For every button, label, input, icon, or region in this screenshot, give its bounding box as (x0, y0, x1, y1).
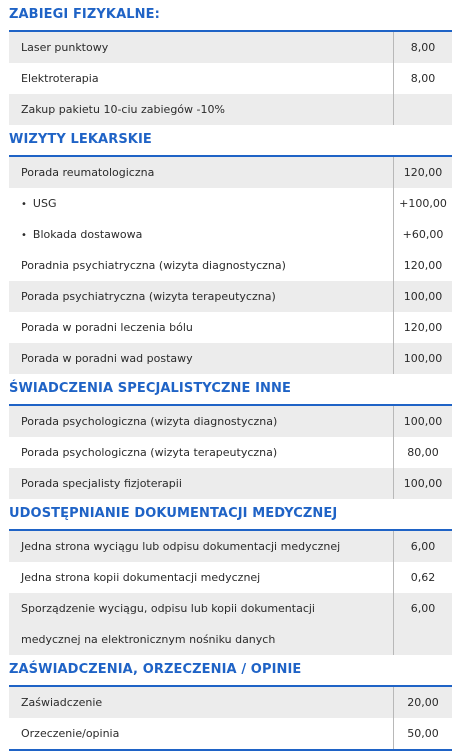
service-name: Porada reumatologiczna (21, 166, 155, 179)
service-name: Porada w poradni leczenia bólu (21, 321, 193, 334)
service-name: Sporządzenie wyciągu, odpisu lub kopii dokumentacji (21, 602, 315, 615)
service-name: Porada psychologiczna (wizyta diagnostyczna) (21, 415, 278, 428)
price-row (9, 468, 452, 499)
service-name-multiline (9, 593, 393, 655)
service-name: Porada psychiatryczna (wizyta terapeutyczna) (21, 290, 276, 303)
price-row (9, 250, 452, 281)
service-name-bulleted (9, 188, 393, 219)
price-row (9, 437, 452, 468)
service-name: Elektroterapia (21, 72, 99, 85)
service-name: Zakup pakietu 10-ciu zabiegów -10% (21, 103, 225, 116)
price-row (9, 593, 452, 655)
service-name: Jedna strona wyciągu lub odpisu dokumentacji medycznej (21, 540, 341, 553)
service-name: Porada w poradni wad postawy (21, 352, 193, 365)
section-title: WIZYTY LEKARSKIE (9, 132, 152, 147)
service-price: 20,00 (393, 687, 452, 718)
price-row (9, 406, 452, 437)
service-name-bulleted (9, 219, 393, 250)
price-row (9, 562, 452, 593)
price-row (9, 531, 452, 562)
section-title: ŚWIADCZENIA SPECJALISTYCZNE INNE (9, 381, 291, 396)
section-udostepnianie-dokumentacji (9, 499, 452, 655)
service-name: Zaświadczenie (21, 696, 103, 709)
service-name: Porada specjalisty fizjoterapii (21, 477, 182, 490)
section-title: ZABIEGI FIZYKALNE: (9, 7, 160, 22)
price-row (9, 687, 452, 718)
price-row (9, 281, 452, 312)
bullet-icon: • (21, 230, 27, 241)
price-row (9, 343, 452, 374)
service-name: Orzeczenie/opinia (21, 727, 120, 740)
price-row (9, 157, 452, 188)
service-price: 100,00 (393, 281, 452, 312)
service-name: Blokada dostawowa (32, 228, 143, 241)
price-row (9, 718, 452, 749)
service-price: 100,00 (393, 406, 452, 437)
service-name: Poradnia psychiatryczna (wizyta diagnostyczna) (21, 259, 286, 272)
service-price: 100,00 (393, 343, 452, 374)
service-price: 120,00 (393, 157, 452, 188)
service-name: Porada psychologiczna (wizyta terapeutyczna) (21, 446, 278, 459)
service-name: USG (32, 197, 57, 210)
service-name-continued: medycznej na elektronicznym nośniku danych (21, 633, 276, 646)
service-price: 120,00 (393, 312, 452, 343)
price-row (9, 32, 452, 63)
service-price: 50,00 (393, 718, 452, 749)
service-price: 8,00 (393, 32, 452, 63)
price-row (9, 312, 452, 343)
service-price: 100,00 (393, 468, 452, 499)
service-price: 8,00 (393, 63, 452, 94)
service-name: Jedna strona kopii dokumentacji medycznej (21, 571, 261, 584)
service-price (393, 94, 452, 125)
service-price: 0,62 (393, 562, 452, 593)
section-title: UDOSTĘPNIANIE DOKUMENTACJI MEDYCZNEJ (9, 506, 338, 521)
section-zabiegi-fizykalne (9, 0, 452, 125)
bullet-icon: • (21, 199, 27, 210)
service-price: 120,00 (393, 250, 452, 281)
section-wizyty-lekarskie (9, 125, 452, 374)
price-row (9, 188, 452, 219)
service-price: +60,00 (393, 219, 452, 250)
section-title: ZAŚWIADCZENIA, ORZECZENIA / OPINIE (9, 662, 302, 677)
service-price: 80,00 (393, 437, 452, 468)
service-name: Laser punktowy (21, 41, 109, 54)
section-zaswiadczenia (9, 655, 452, 749)
service-price: +100,00 (393, 188, 452, 219)
service-price: 6,00 (393, 531, 452, 562)
price-row (9, 63, 452, 94)
price-row (9, 94, 452, 125)
price-row (9, 219, 452, 250)
section-swiadczenia-specjalistyczne (9, 374, 452, 499)
service-price: 6,00 (393, 593, 452, 655)
